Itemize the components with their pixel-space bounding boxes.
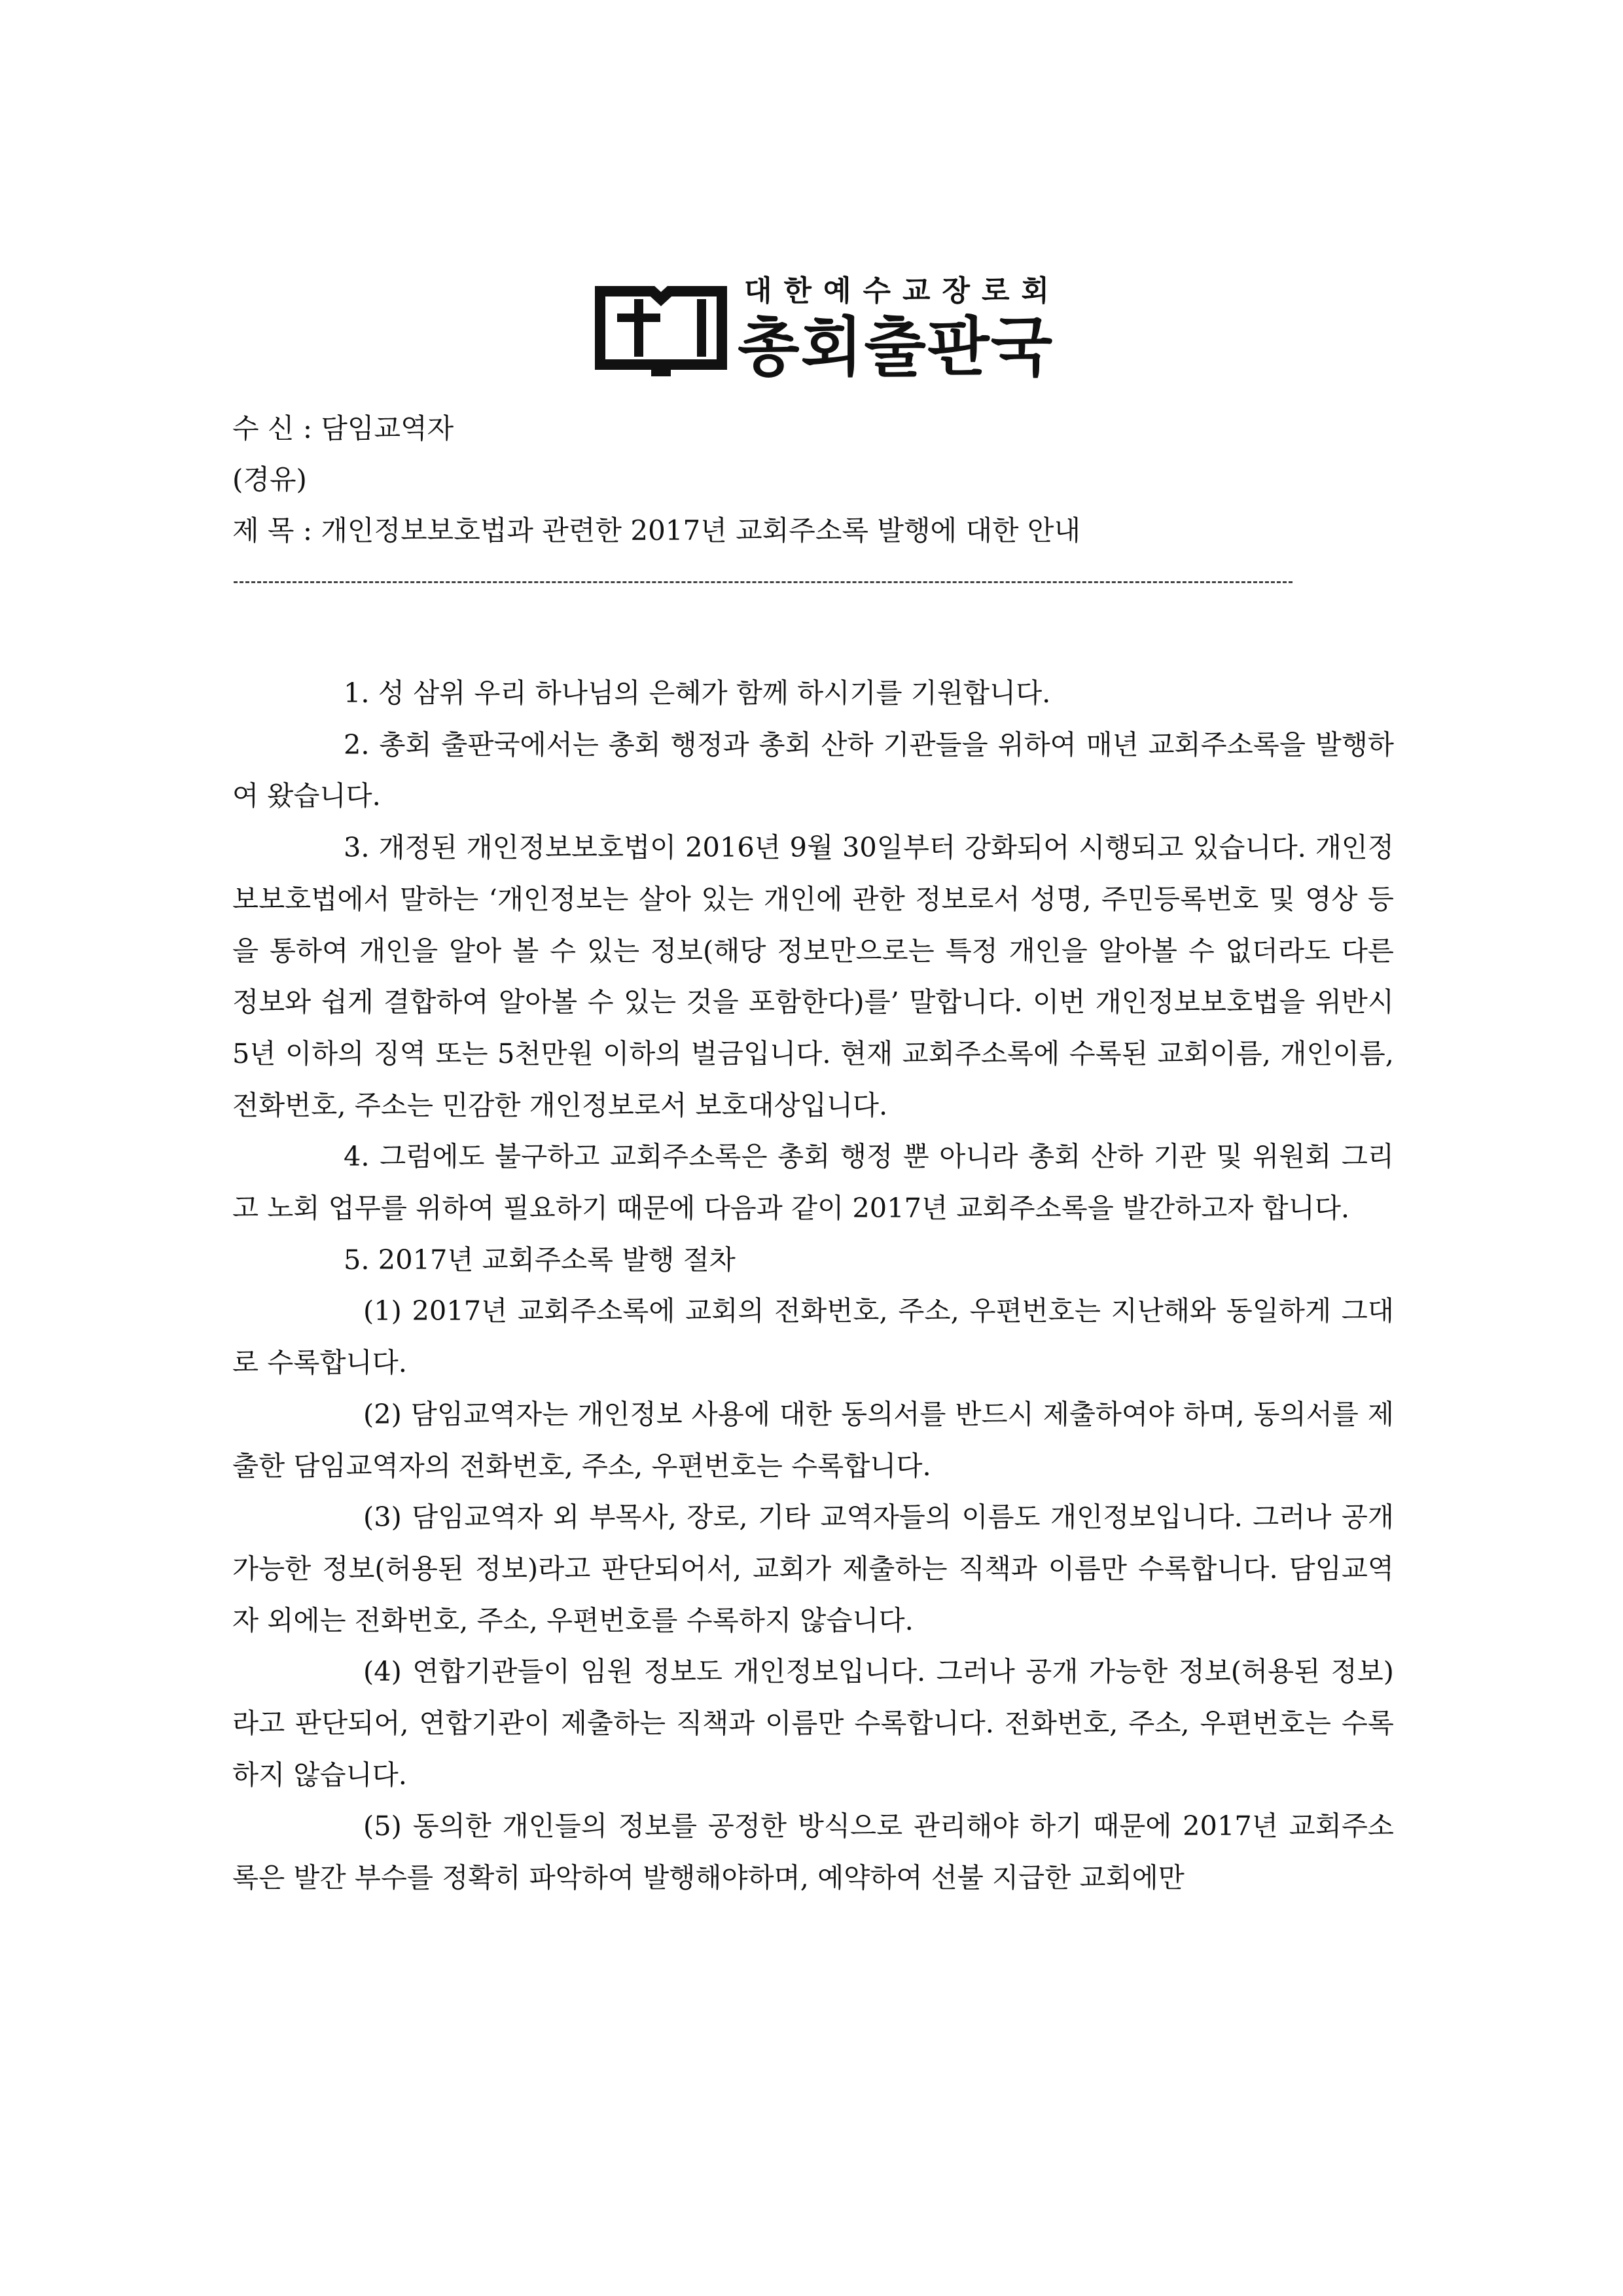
open-book-cross-icon — [592, 279, 730, 378]
paragraph-4: 4. 그럼에도 불구하고 교회주소록은 총회 행정 뿐 아니라 총회 산하 기관 및 위원회 그리고 노회 업무를 위하여 필요하기 때문에 다음과 같이 2017년 교회주소록을 발간하고자 합니다. — [232, 1140, 1394, 1225]
paragraph-3: 3. 개정된 개인정보보호법이 2016년 9월 30일부터 강화되어 시행되고 있습니다. 개인정보보호법에서 말하는 ‘개인정보는 살아 있는 개인에 관한 정보로서 성명, 주민등록번호 및 영상 등을 통하여 개인을 알아 볼 수 있는 정보(해당 정보만으로는 특정 개인을 알아볼 수 없더라도 다른 정보와 쉽게 결합하여 알아볼 수 있는 것을 포함한다)를’ 말합니다. 이번 개인정보보호법을 위반시 5년 이하의 징역 또는 5천만원 이하의 벌금입니다. 현재 교회주소록에 수록된 교회이름, 개인이름, 전화번호, 주소는 민감한 개인정보로서 보호대상입니다. — [232, 831, 1394, 1121]
header-divider — [234, 581, 1293, 583]
subject-line — [232, 509, 1080, 552]
publisher-logo — [592, 272, 1061, 386]
letter-body — [232, 668, 1394, 1904]
paragraph-2: 2. 총회 출판국에서는 총회 행정과 총회 산하 기관들을 위하여 매년 교회주소록을 발행하여 왔습니다. — [232, 728, 1394, 812]
dept-name: 총회출판국 — [738, 310, 1054, 385]
procedure-item-3: (3) 담임교역자 외 부목사, 장로, 기타 교역자들의 이름도 개인정보입니다. 그러나 공개 가능한 정보(허용된 정보)라고 판단되어서, 교회가 제출하는 직책과 이름만 수록합니다. 담임교역자 외에는 전화번호, 주소, 우편번호를 수록하지 않습니다. — [232, 1501, 1394, 1636]
paragraph-5: 5. 2017년 교회주소록 발행 절차 — [344, 1243, 736, 1276]
subject-value: 개인정보보호법과 관련한 2017년 교회주소록 발행에 대한 안내 — [321, 514, 1081, 547]
paragraph-1: 1. 성 삼위 우리 하나님의 은혜가 함께 하시기를 기원합니다. — [344, 677, 1051, 709]
recipient-line — [232, 407, 454, 450]
subject-label: 제 목 : — [232, 514, 312, 547]
procedure-item-1: (1) 2017년 교회주소록에 교회의 전화번호, 주소, 우편번호는 지난해와 동일하게 그대로 수록합니다. — [232, 1295, 1394, 1379]
recipient-label: 수 신 : — [232, 412, 312, 444]
procedure-item-5: (5) 동의한 개인들의 정보를 공정한 방식으로 관리해야 하기 때문에 2017년 교회주소록은 발간 부수를 정확히 파악하여 발행해야하며, 예약하여 선불 지급한 교회에만 — [232, 1810, 1394, 1894]
procedure-item-2: (2) 담임교역자는 개인정보 사용에 대한 동의서를 반드시 제출하여야 하며, 동의서를 제출한 담임교역자의 전화번호, 주소, 우편번호는 수록합니다. — [232, 1397, 1394, 1482]
via-line: (경유) — [232, 463, 307, 495]
procedure-item-4: (4) 연합기관들이 임원 정보도 개인정보입니다. 그러나 공개 가능한 정보(허용된 정보)라고 판단되어, 연합기관이 제출하는 직책과 이름만 수록합니다. 전화번호, 주소, 우편번호는 수록하지 않습니다. — [232, 1655, 1394, 1791]
org-name: 대한예수교장로회 — [744, 274, 1061, 308]
recipient-value: 담임교역자 — [321, 412, 454, 444]
